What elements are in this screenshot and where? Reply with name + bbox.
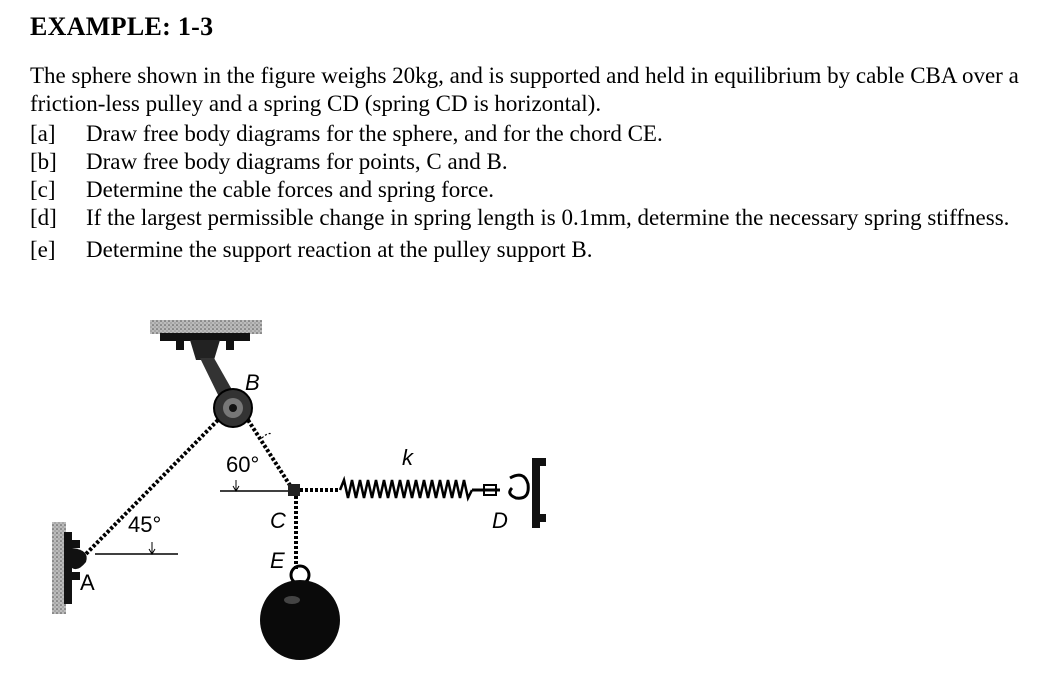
question-text: Draw free body diagrams for the sphere, and for the chord CE.: [86, 121, 663, 146]
spring-cd: [340, 480, 472, 498]
angle-label-60: 60°: [226, 452, 260, 477]
joint-c: [288, 484, 300, 496]
cable-ba: [82, 420, 218, 558]
angle-arc-c: [262, 434, 272, 439]
label-k: k: [402, 445, 413, 470]
label-b: B: [245, 370, 260, 395]
question-label: [b]: [30, 149, 57, 174]
label-a: A: [80, 570, 95, 595]
question-text: Determine the cable forces and spring force.: [86, 177, 495, 202]
question-text: If the largest permissible change in spring length is 0.1mm, determine the necessary spring stiffness.: [86, 205, 1010, 230]
question-item-c: [30, 176, 1020, 204]
question-item-d: [30, 204, 1020, 232]
wall-support-a: [52, 522, 87, 614]
example-title: EXAMPLE: 1-3: [30, 12, 214, 41]
question-item-a: [30, 120, 1020, 148]
question-label: [c]: [30, 177, 56, 202]
wall-support-d: [510, 458, 546, 528]
question-label: [d]: [30, 205, 57, 230]
mechanics-figure: [0, 300, 620, 692]
angle-label-45: 45°: [128, 512, 162, 537]
question-list: [30, 120, 1020, 264]
question-item-b: [30, 148, 1020, 176]
label-d: D: [492, 508, 508, 533]
question-text: Draw free body diagrams for points, C and B.: [86, 149, 508, 174]
question-text: Determine the support reaction at the pulley support B.: [86, 237, 593, 262]
question-item-e: [30, 236, 1020, 264]
problem-statement: The sphere shown in the figure weighs 20kg, and is supported and held in equilibrium by cable CBA over a friction-less pulley and a spring CD (spring CD is horizontal).: [30, 63, 1019, 116]
label-e: E: [270, 548, 285, 573]
sphere: [260, 580, 340, 660]
question-label: [e]: [30, 237, 56, 262]
question-label: [a]: [30, 121, 56, 146]
label-c: C: [270, 508, 286, 533]
